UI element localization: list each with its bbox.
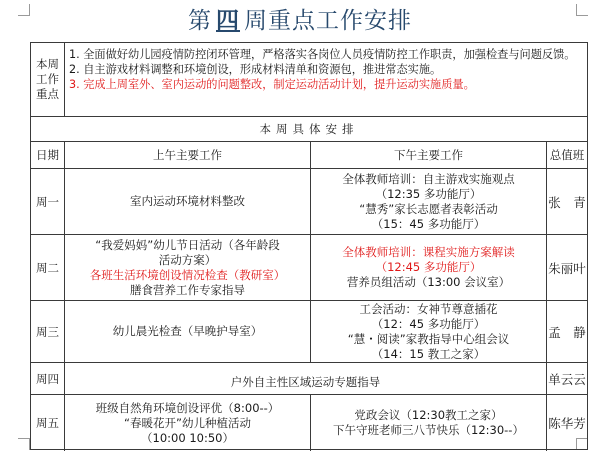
day-label: 周一 — [31, 169, 65, 235]
task-line: 党政会议（12:30教工之家） — [354, 408, 503, 422]
focus-item: 3. 完成上周室外、室内运动的问题整改，制定运动活动计划，提升运动实施质量。 — [69, 78, 475, 91]
focus-item: 2. 自主游戏材料调整和环境创设，形成材料清单和资源包，推进常态实施。 — [69, 63, 442, 76]
task-line: （15：45 多功能厅） — [371, 216, 486, 231]
am-task-cell — [65, 169, 311, 235]
task-line: “我爱妈妈”幼儿节日活动（各年龄段 — [95, 237, 280, 252]
column-header-duty: 总值班 — [547, 142, 587, 169]
column-header-day: 日期 — [31, 142, 65, 169]
task-line: （10:00 10:50） — [141, 430, 234, 445]
task-line: 活动方案） — [158, 252, 217, 267]
task-line: （14：15 教工之家） — [371, 346, 486, 361]
task-line: 全体教师培训：自主游戏实施观点 — [342, 171, 515, 186]
pm-task-cell — [311, 235, 547, 301]
task-line: 各班生活环境创设情况检查（教研室） — [89, 267, 286, 282]
task-line: （12：45 多功能厅） — [371, 316, 486, 331]
duty-person: 陈华芳 — [548, 416, 586, 431]
pm-task-cell — [311, 301, 547, 363]
section-title: 本周具体安排 — [31, 117, 587, 142]
task-line: （12:45 多功能厅） — [375, 260, 482, 274]
day-label: 周五 — [31, 395, 65, 451]
task-line: “春暖花开”幼儿种植活动 — [124, 415, 251, 430]
schedule-table — [30, 42, 588, 450]
task-line: 营养员组活动（13:00 会议室） — [346, 275, 511, 289]
page-corner-mark — [18, 438, 30, 450]
merged-task-cell — [65, 363, 547, 395]
task-line: （12:35 多功能厅） — [375, 186, 482, 201]
column-header-pm: 下午主要工作 — [311, 142, 547, 169]
focus-label: 本周工作重点 — [31, 43, 65, 117]
duty-person: 张 青 — [547, 169, 587, 235]
page-title — [0, 4, 600, 38]
focus-list — [65, 43, 587, 117]
duty-person: 朱丽叶 — [547, 235, 587, 301]
duty-person: 单云云 — [547, 363, 587, 395]
day-label: 周三 — [31, 301, 65, 363]
duty-person: 孟 静 — [547, 301, 587, 363]
pm-task-cell — [311, 169, 547, 235]
task-line: 室内运动环境材料整改 — [130, 194, 245, 208]
task-line: “慧秀”家长志愿者表彰活动 — [359, 201, 498, 216]
task-line: “慧・阅读”家教指导中心组会议 — [347, 331, 510, 346]
am-task-cell — [65, 235, 311, 301]
task-line: 班级自然角环境创设评优（8:00--） — [95, 400, 280, 415]
pm-task-cell — [311, 395, 547, 451]
day-label: 周四 — [31, 363, 65, 395]
task-line: 下午守班老师三八节快乐（12:30--） — [333, 423, 524, 437]
title-suffix: 周重点工作安排 — [244, 8, 412, 34]
column-header-am: 上午主要工作 — [65, 142, 311, 169]
am-task-cell — [65, 301, 311, 363]
focus-item: 1. 全面做好幼儿园疫情防控闭环管理，严格落实各岗位人员疫情防控工作职责，加强检查与问题反馈。 — [69, 48, 576, 61]
task-line: 户外自主性区域运动专题指导 — [230, 375, 381, 389]
task-line: 膳食营养工作专家指导 — [130, 282, 245, 297]
task-line: 全体教师培训：课程实施方案解读 — [342, 245, 515, 259]
day-label: 周二 — [31, 235, 65, 301]
week-number: 四 — [216, 7, 240, 34]
task-line: 工会活动：女神节尊意插花 — [359, 301, 498, 316]
am-task-cell — [65, 395, 311, 451]
task-line: 幼儿晨光检查（早晚护导室） — [112, 324, 263, 338]
title-prefix: 第 — [188, 8, 212, 34]
